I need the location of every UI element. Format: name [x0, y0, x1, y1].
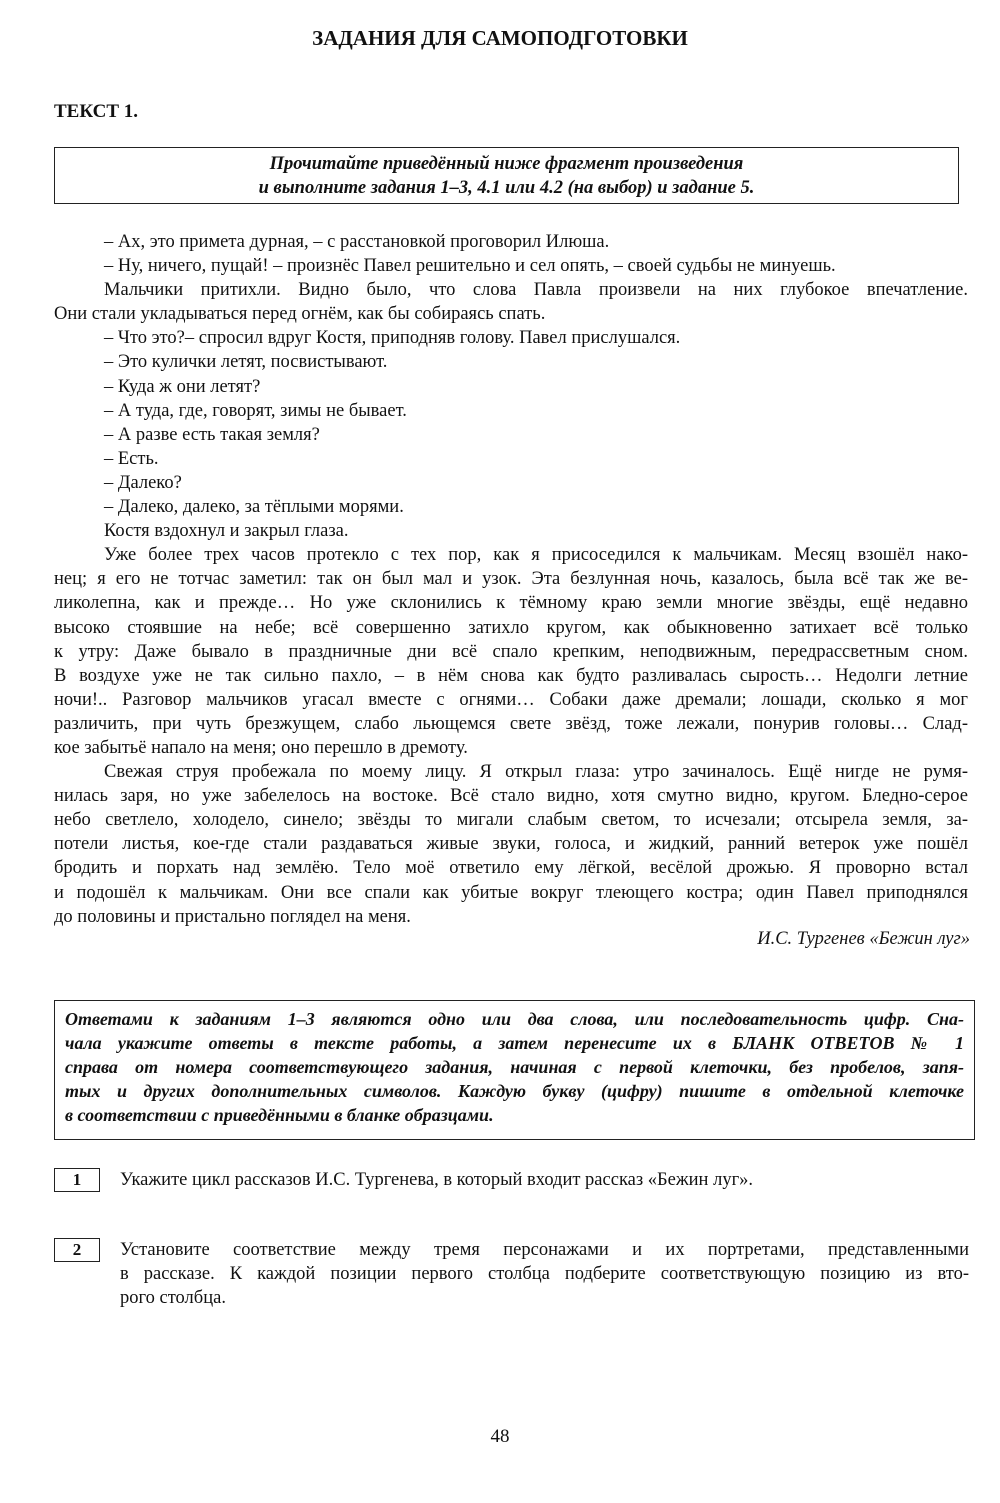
rules-line: справа от номера соответствующего задания, начиная с первой клеточки, без пробелов, запя-	[65, 1057, 964, 1078]
paragraph-line: кое забытьё напало на меня; оно перешло в дремоту.	[54, 737, 468, 758]
paragraph-line: Они стали укладываться перед огнём, как бы собираясь спать.	[54, 304, 546, 325]
dialogue-line: – Далеко, далеко, за тёплыми морями.	[104, 497, 404, 518]
task-text-line: Установите соответствие между тремя персонажами и их портретами, представленными	[120, 1240, 969, 1260]
dialogue-line: – Что это?– спросил вдруг Костя, приподняв голову. Павел прислушался.	[104, 328, 681, 349]
paragraph-line: ликолепна, как и прежде… Но уже склонились к тёмному краю земли многие звёзды, ещё недавно	[54, 593, 968, 614]
paragraph-line: до половины и пристально поглядел на меня.	[54, 906, 411, 927]
paragraph-line: бродить и порхать над землёю. Тело моё ответило ему лёгкой, весёлой дрожью. Я проворно встал	[54, 858, 968, 879]
paragraph-line: Свежая струя пробежала по моему лицу. Я открыл глаза: утро зачиналось. Ещё нигде не румя-	[104, 762, 968, 783]
answer-rules-box	[54, 1000, 975, 1140]
dialogue-line: Костя вздохнул и закрыл глаза.	[104, 521, 349, 542]
paragraph-line: Уже более трех часов протекло с тех пор, как я присоседился к мальчикам. Месяц взошёл нако-	[104, 545, 968, 566]
paragraph-line: высоко стоявшие на небе; всё совершенно затихло кругом, как обыкновенно затихает всё только	[54, 617, 968, 638]
rules-line: чала укажите ответы в тексте работы, а затем перенесите их в БЛАНК ОТВЕТОВ № 1	[65, 1033, 964, 1054]
passage-attribution: И.С. Тургенев «Бежин луг»	[757, 929, 970, 949]
paragraph-line: и подошёл к мальчикам. Они все спали как убитые вокруг тлеющего костра; один Павел приподнялся	[54, 882, 968, 903]
dialogue-line: – Ах, это примета дурная, – с расстановкой проговорил Илюша.	[104, 232, 610, 252]
instruction-box	[54, 147, 959, 204]
dialogue-line: – Есть.	[104, 448, 159, 469]
task-1	[54, 1168, 969, 1192]
paragraph-line: ночи!.. Разговор мальчиков угасал вместе с огнями… Собаки даже дремали; лошади, сколько я мог	[54, 689, 968, 710]
paragraph-line: нец; я его не тотчас заметил: так он был мал и узок. Эта безлунная ночь, казалось, была всё так же ве-	[54, 569, 968, 590]
rules-line: в соответствии с приведёнными в бланке образцами.	[65, 1105, 494, 1126]
rules-line: тых и других дополнительных символов. Каждую букву (цифру) пишите в отдельной клеточке	[65, 1081, 964, 1102]
paragraph-line: нилась заря, но уже забелелось на востоке. Всё стало видно, хотя смутно видно, кругом. Бледно-серое	[54, 786, 968, 807]
task-text-line: в рассказе. К каждой позиции первого столбца подберите соответствующую позицию из вто-	[120, 1264, 969, 1285]
dialogue-line: – Далеко?	[104, 472, 182, 493]
paragraph-line: к утру: Даже бывало в праздничные дни всё спало крепким, неподвижным, передрассветным сном.	[54, 641, 968, 662]
page-number: 48	[490, 1426, 510, 1447]
dialogue-line: – А туда, где, говорят, зимы не бывает.	[104, 400, 407, 421]
task-number-box: 1	[54, 1168, 100, 1192]
paragraph-line: различить, при чуть брезжущем, слабо льющемся свете звёзд, тоже лежали, понурив головы… Слад-	[54, 713, 968, 734]
task-number-box: 2	[54, 1238, 100, 1262]
instruction-line: и выполните задания 1–3, 4.1 или 4.2 (на выбор) и задание 5.	[258, 178, 755, 198]
page-title: ЗАДАНИЯ ДЛЯ САМОПОДГОТОВКИ	[312, 26, 688, 50]
paragraph-line: Мальчики притихли. Видно было, что слова Павла произвели на них глубокое впечатление.	[104, 280, 968, 301]
paragraph-line: потели листья, кое-где стали раздаваться живые звуки, голоса, и жидкий, ранний ветерок уже пошёл	[54, 834, 968, 855]
dialogue-line: – Ну, ничего, пущай! – произнёс Павел решительно и сел опять, – своей судьбы не минуешь.	[104, 256, 836, 277]
dialogue-line: – Это кулички летят, посвистывают.	[104, 352, 388, 373]
paragraph-line: В воздухе уже не так сильно пахло, – в нём снова как будто разливалась сырость… Недолги летние	[54, 665, 968, 686]
task-text-line: Укажите цикл рассказов И.С. Тургенева, в который входит рассказ «Бежин луг».	[120, 1170, 754, 1190]
paragraph-line: небо светлело, холодело, синело; звёзды то мигали слабым светом, то исчезали; отсырела земля, за-	[54, 810, 968, 831]
literary-passage	[54, 230, 968, 929]
task-text-line: рого столбца.	[120, 1288, 226, 1309]
dialogue-line: – А разве есть такая земля?	[104, 424, 320, 445]
instruction-line: Прочитайте приведённый ниже фрагмент произведения	[269, 154, 744, 174]
task-2	[54, 1238, 969, 1310]
rules-line: Ответами к заданиям 1–3 являются одно или два слова, или последовательность цифр. Сна-	[65, 1009, 964, 1029]
text-label: ТЕКСТ 1.	[54, 101, 139, 122]
dialogue-line: – Куда ж они летят?	[104, 376, 261, 397]
